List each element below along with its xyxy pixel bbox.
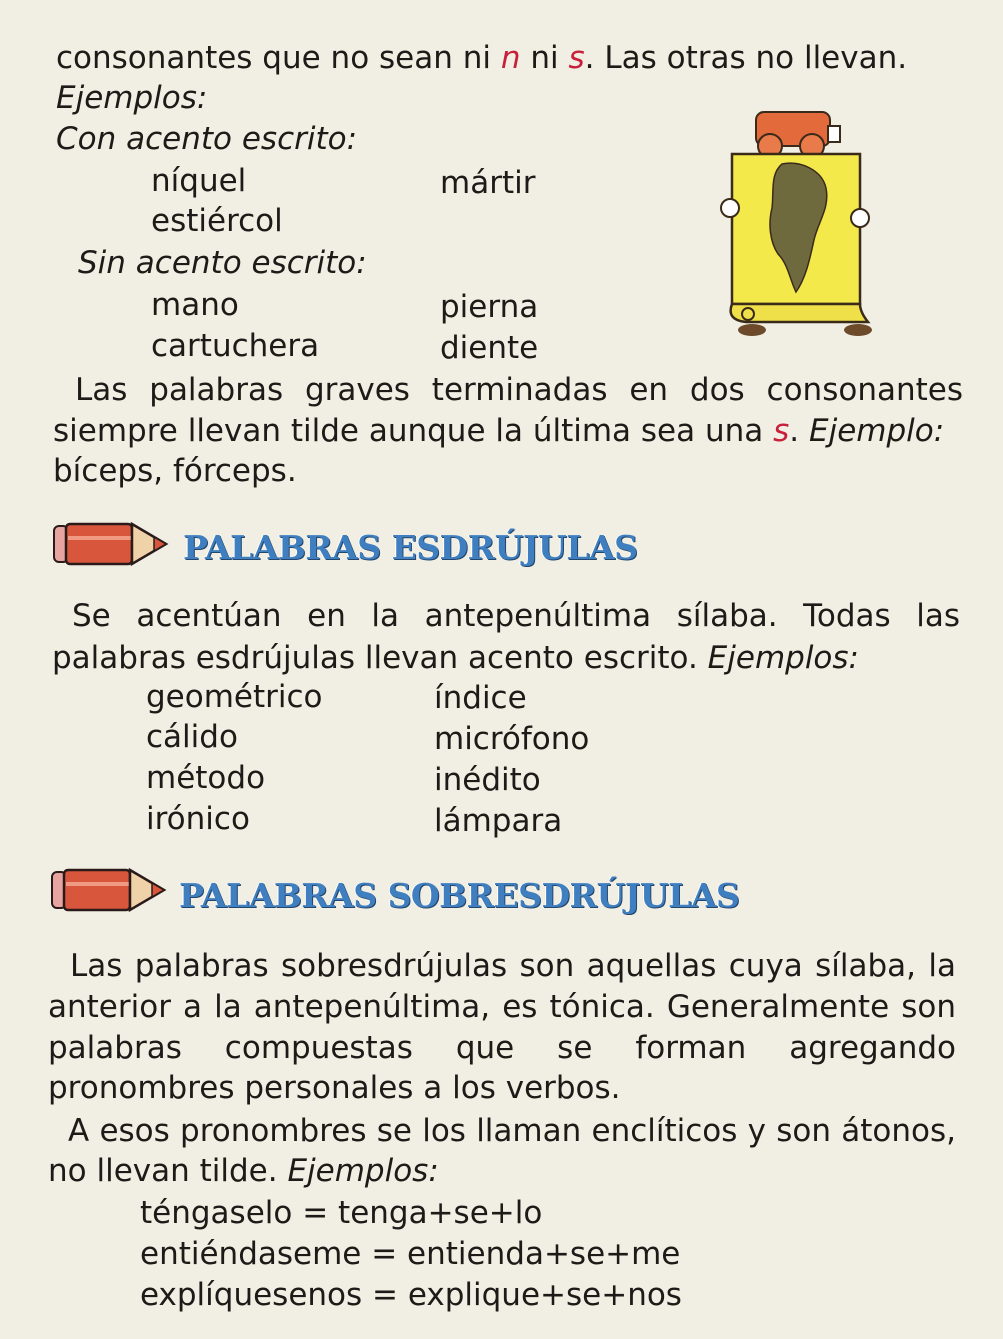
map-scroll-character-illustration <box>718 108 878 338</box>
word-martir: mártir <box>440 165 536 201</box>
word-estiercol: estiércol <box>151 203 283 239</box>
sobresdrujulas-line-5: A esos pronombres se los llaman enclíticos y son átonos, <box>68 1113 956 1149</box>
sobresdrujulas-line-3: palabras compuestas que se forman agregando <box>48 1030 956 1066</box>
word-ironico: irónico <box>146 801 250 837</box>
pencil-icon <box>52 516 170 572</box>
sobresdrujulas-line-1: Las palabras sobresdrújulas son aquellas cuya sílaba, la <box>70 948 956 984</box>
esdrujulas-line-2: palabras esdrújulas llevan acento escrito. Ejemplos: <box>52 640 859 676</box>
esdrujulas-line-1: Se acentúan en la antepenúltima sílaba. Todas las <box>72 598 960 634</box>
word-niquel: níquel <box>151 163 247 199</box>
example-expliquesenos: explíquesenos = explique+se+nos <box>140 1277 682 1313</box>
word-indice: índice <box>434 680 527 716</box>
word-mano: mano <box>151 287 239 323</box>
word-calido: cálido <box>146 719 238 755</box>
word-microfono: micrófono <box>434 721 590 757</box>
pencil-icon <box>50 862 168 918</box>
word-lampara: lámpara <box>434 803 563 839</box>
sobresdrujulas-heading: PALABRAS SOBRESDRÚJULAS <box>179 876 740 915</box>
word-inedito: inédito <box>434 762 541 798</box>
word-geometrico: geométrico <box>146 679 323 715</box>
esdrujulas-heading: PALABRAS ESDRÚJULAS <box>183 528 638 567</box>
word-cartuchera: cartuchera <box>151 328 320 364</box>
sin-acento-label: Sin acento escrito: <box>78 245 367 281</box>
graves-line-3: bíceps, fórceps. <box>53 453 297 489</box>
word-diente: diente <box>440 330 539 366</box>
graves-line-2: siempre llevan tilde aunque la última sea una s. Ejemplo: <box>53 413 945 449</box>
word-metodo: método <box>146 760 266 796</box>
word-pierna: pierna <box>440 289 539 325</box>
example-entiendaseme: entiéndaseme = entienda+se+me <box>140 1236 681 1272</box>
sobresdrujulas-line-2: anterior a la antepenúltima, es tónica. Generalmente son <box>48 989 956 1025</box>
con-acento-label: Con acento escrito: <box>56 121 358 157</box>
ejemplos-label: Ejemplos: <box>56 80 208 116</box>
sobresdrujulas-line-6: no llevan tilde. Ejemplos: <box>48 1153 439 1189</box>
graves-line-1: Las palabras graves terminadas en dos consonantes <box>75 372 963 408</box>
intro-line-1: consonantes que no sean ni n ni s. Las otras no llevan. <box>56 40 908 76</box>
example-tengaselo: téngaselo = tenga+se+lo <box>140 1195 543 1231</box>
sobresdrujulas-line-4: pronombres personales a los verbos. <box>48 1070 621 1106</box>
